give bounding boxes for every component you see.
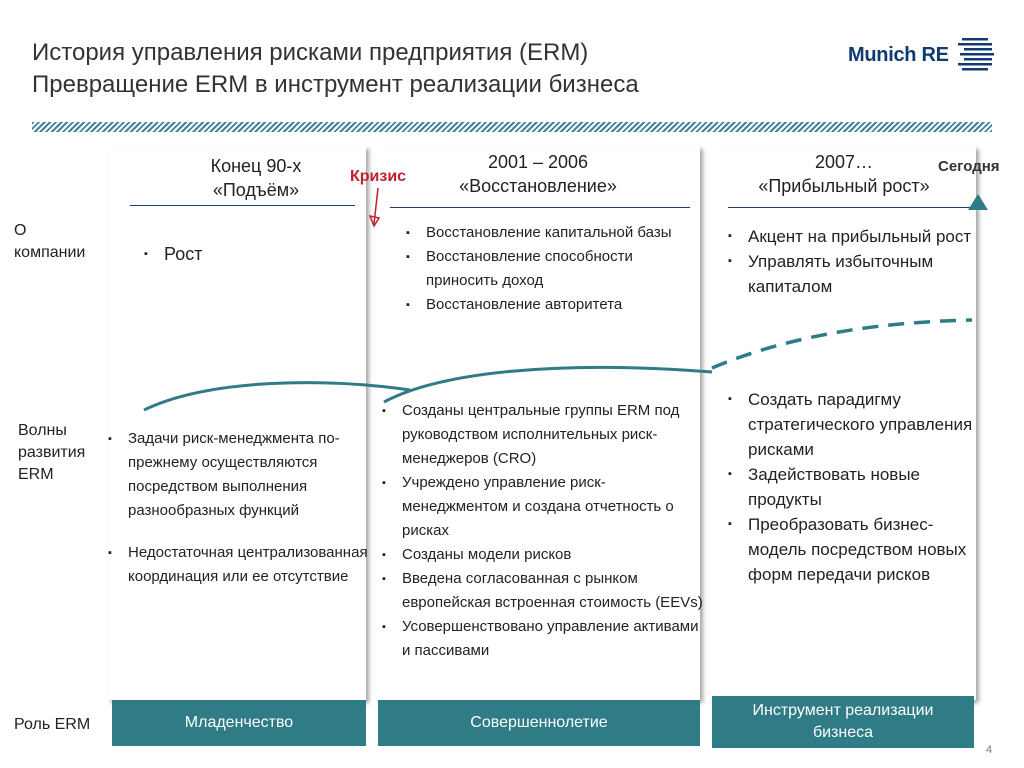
list-item: ▪ Введена согласованная с рынком европейская встроенная стоимость (EEVs) — [378, 567, 708, 615]
column-1-period: Конец 90-х — [210, 156, 302, 176]
list-item: ▪ Восстановление капитальной базы — [402, 221, 698, 245]
role-label: Роль ERM — [14, 716, 91, 733]
today-marker: Сегодня — [938, 158, 1000, 175]
list-item: ▪ Усовершенствовано управление активами и пассивами — [378, 615, 708, 663]
list-item: ▪ Задействовать новые продукты — [724, 462, 980, 512]
list-item: ▪ Восстановление способности приносить доход — [402, 245, 698, 293]
title-line-2: Превращение ERM в инструмент реализации бизнеса — [32, 71, 639, 98]
column-1-phase: «Подъём» — [212, 180, 300, 200]
role-bar-2: Совершеннолетие — [378, 700, 700, 746]
wave-curve-3 — [712, 320, 972, 368]
list-item: ▪ Рост — [140, 241, 340, 267]
crisis-marker: Кризис — [350, 168, 407, 185]
list-item: ▪ Созданы модели рисков — [378, 543, 708, 567]
list-item: ▪ Управлять избыточным капиталом — [724, 249, 984, 299]
logo-text: Munich RE — [848, 44, 949, 66]
wave-curve-2 — [384, 367, 712, 402]
wave-curve-1 — [144, 383, 410, 410]
role-bar-3: Инструмент реализации бизнеса — [712, 696, 974, 748]
list-item: ▪ Созданы центральные группы ERM под руководством исполнительных риск-менеджеров (CRO) — [378, 399, 708, 471]
role-bar-1: Младенчество — [112, 700, 366, 746]
column-2-phase: «Восстановление» — [459, 176, 617, 196]
column-3-period: 2007… — [814, 152, 874, 172]
waves-label-line-1: Волны — [18, 422, 67, 439]
company-label-line-1: О — [14, 222, 27, 239]
list-item: ▪ Учреждено управление риск-менеджментом и создана отчетность о рисках — [378, 471, 708, 543]
list-item: ▪ Восстановление авторитета — [402, 293, 698, 317]
list-item: ▪ Задачи риск-менеджмента по-прежнему осуществляются посредством выполнения разнообразных функций — [104, 427, 374, 523]
column-2-period: 2001 – 2006 — [487, 152, 589, 172]
list-item: ▪ Недостаточная централизованная координация или ее отсутствие — [104, 541, 374, 589]
title-line-1: История управления рисками предприятия (ERM) — [32, 39, 589, 66]
column-3-phase: «Прибыльный рост» — [758, 176, 930, 196]
company-label-line-2: компании — [14, 244, 86, 261]
list-item: ▪ Акцент на прибыльный рост — [724, 224, 984, 249]
waves-label-line-2: развития — [18, 444, 86, 461]
list-item: ▪ Преобразовать бизнес-модель посредством новых форм передачи рисков — [724, 512, 980, 587]
page-number: 4 — [986, 744, 993, 756]
list-item: ▪ Создать парадигму стратегического управления рисками — [724, 387, 980, 462]
waves-label-line-3: ERM — [18, 466, 54, 483]
